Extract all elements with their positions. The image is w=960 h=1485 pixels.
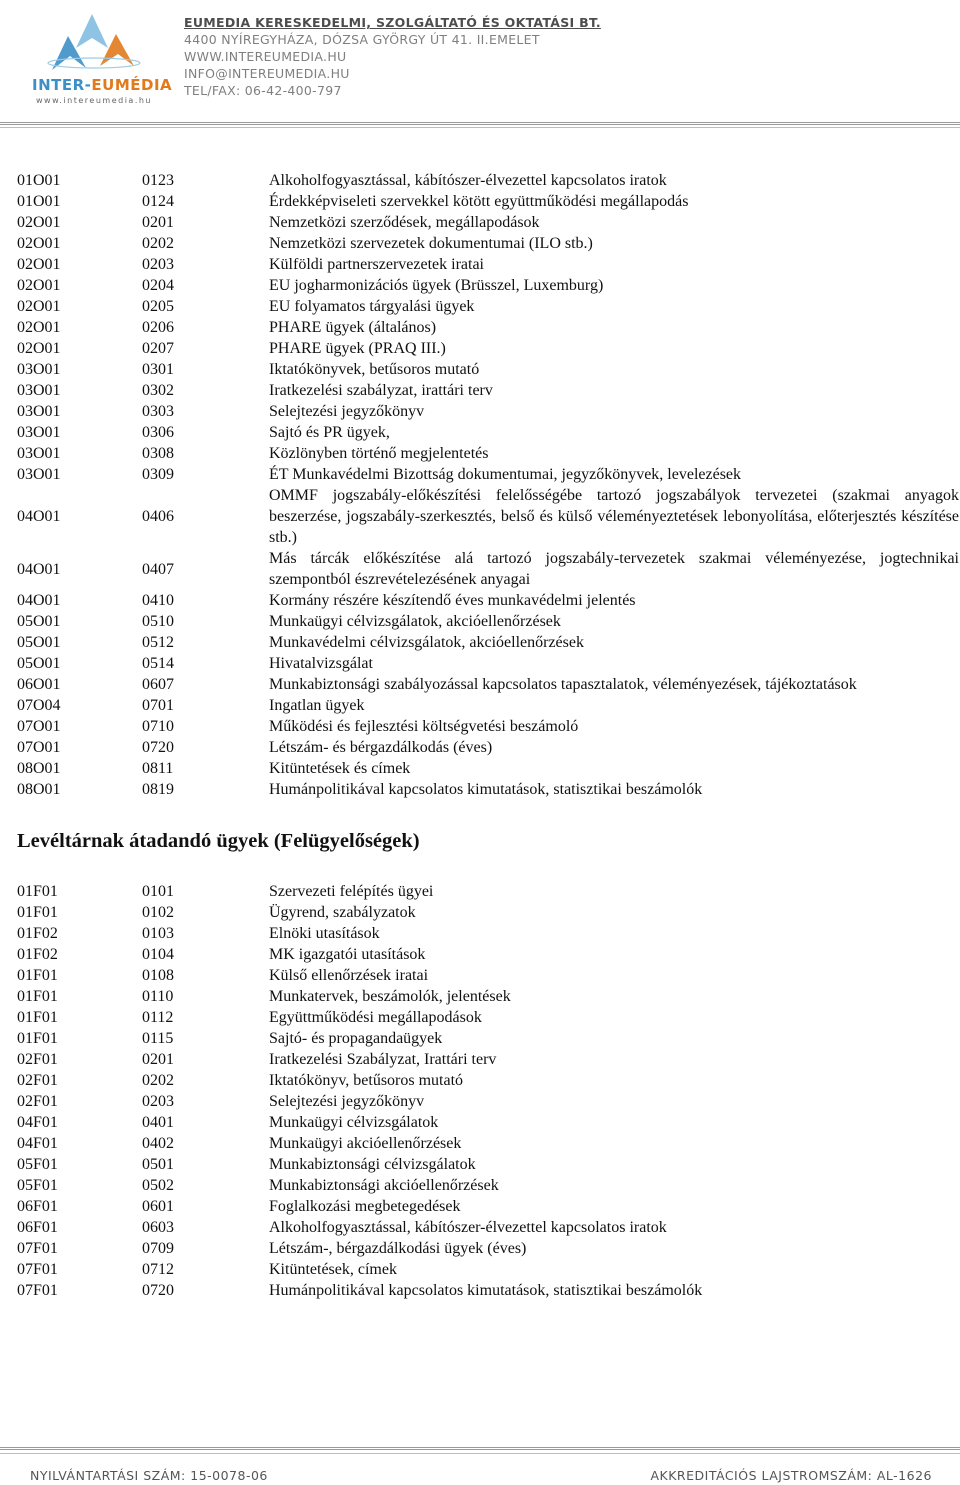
record-group-code: 03O01 [17,424,61,441]
record-description: Iratkezelési szabályzat, irattári terv [269,382,493,399]
header-divider [0,122,960,125]
record-group-code: 04F01 [17,1135,58,1152]
record-description: Hivatalvizsgálat [269,655,373,672]
record-description: ÉT Munkavédelmi Bizottság dokumentumai, jegyzőkönyvek, levelezések [269,466,742,483]
record-group-code: 02O01 [17,319,61,336]
record-item-code: 0308 [142,445,174,462]
record-description: Kitüntetések és címek [269,760,411,777]
table-row [17,233,959,254]
record-item-code: 0811 [142,760,174,777]
table-row [17,1133,959,1154]
record-item-code: 0720 [142,1282,174,1299]
table-row [17,779,959,800]
record-description: Iktatókönyv, betűsoros mutató [269,1072,464,1089]
record-item-code: 0201 [142,1051,174,1068]
record-item-code: 0104 [142,946,174,963]
record-description: Munkatervek, beszámolók, jelentések [269,988,511,1005]
record-group-code: 08O01 [17,781,61,798]
company-info [184,14,601,99]
table-row [17,191,959,212]
record-group-code: 07O04 [17,697,61,714]
table-row [17,254,959,275]
record-item-code: 0204 [142,277,174,294]
table-row [17,758,959,779]
table-row [17,944,959,965]
company-logo [30,8,173,108]
record-description: Munkavédelmi célvizsgálatok, akcióellenőrzések [269,634,584,651]
record-description: PHARE ügyek (általános) [269,319,437,336]
footer-divider-thin [0,1453,960,1454]
record-description: Munkaügyi akcióellenőrzések [269,1135,462,1152]
record-item-code: 0510 [142,613,174,630]
table-row [17,275,959,296]
record-description: Iratkezelési Szabályzat, Irattári terv [269,1051,497,1068]
record-item-code: 0203 [142,256,174,273]
record-item-code: 0410 [142,592,174,609]
record-item-code: 0123 [142,172,174,189]
record-group-code: 07F01 [17,1240,58,1257]
table-row [17,443,959,464]
registration-number: NYILVÁNTARTÁSI SZÁM: 15-0078-06 [30,1468,268,1483]
table-row [17,716,959,737]
table-row [17,338,959,359]
record-item-code: 0302 [142,382,174,399]
logo-graphic-icon [30,8,155,78]
table-row [17,401,959,422]
record-group-code: 05F01 [17,1156,58,1173]
table-row [17,1238,959,1259]
record-item-code: 0301 [142,361,174,378]
record-item-code: 0607 [142,676,174,693]
table-row [17,1028,959,1049]
record-group-code: 07O01 [17,739,61,756]
record-group-code: 02O01 [17,277,61,294]
record-group-code: 07O01 [17,718,61,735]
record-group-code: 03O01 [17,466,61,483]
footer-divider [0,1447,960,1450]
record-item-code: 0303 [142,403,174,420]
record-group-code: 05O01 [17,655,61,672]
company-address: 4400 NYÍREGYHÁZA, DÓZSA GYÖRGY ÚT 41. II.EMELET [184,32,540,47]
table-row [17,359,959,380]
record-group-code: 04F01 [17,1114,58,1131]
company-email: INFO@INTEREUMEDIA.HU [184,66,350,81]
table-row [17,464,959,485]
header-divider-thin [0,127,960,128]
record-group-code: 02F01 [17,1093,58,1110]
record-group-code: 01F01 [17,883,58,900]
table-row [17,902,959,923]
table-row [17,653,959,674]
record-item-code: 0603 [142,1219,174,1236]
record-description: Munkabiztonsági szabályozással kapcsolatos tapasztalatok, véleményezések, tájékoztatások [269,676,857,693]
record-description: Szervezeti felépítés ügyei [269,883,434,900]
table-row [17,1049,959,1070]
record-item-code: 0207 [142,340,174,357]
record-description: PHARE ügyek (PRAQ III.) [269,340,446,357]
record-description: Kormány részére készítendő éves munkavédelmi jelentés [269,592,636,609]
table-row [17,923,959,944]
record-group-code: 01F01 [17,988,58,1005]
record-group-code: 07F01 [17,1261,58,1278]
table-row [17,674,959,695]
record-item-code: 0103 [142,925,174,942]
table-row [17,1154,959,1175]
record-group-code: 02O01 [17,298,61,315]
table-row [17,695,959,716]
table-row [17,881,959,902]
record-group-code: 06F01 [17,1198,58,1215]
record-description: Humánpolitikával kapcsolatos kimutatások, statisztikai beszámolók [269,781,703,798]
record-item-code: 0206 [142,319,174,336]
record-item-code: 0202 [142,1072,174,1089]
record-group-code: 02O01 [17,340,61,357]
record-description: Ingatlan ügyek [269,697,365,714]
record-description: Más tárcák előkészítése alá tartozó jogszabály-tervezetek szakmai véleményezése, jogtechnikai szempontból észrevételezésének anyagai [269,550,959,588]
table-row [17,1070,959,1091]
record-description: OMMF jogszabály-előkészítési felelősségébe tartozó jogszabályok tervezetei (szakmai anyagok beszerzése, jogszabály-szerkesztés, belső és külső véleményeztetések lebonyolítása, előterjesztés készítése stb.) [269,487,959,546]
record-group-code: 01F02 [17,925,58,942]
record-item-code: 0501 [142,1156,174,1173]
table-row [17,317,959,338]
company-website: WWW.INTEREUMEDIA.HU [184,49,347,64]
record-group-code: 04O01 [17,592,61,609]
table-row [17,1112,959,1133]
record-item-code: 0203 [142,1093,174,1110]
record-description: Humánpolitikával kapcsolatos kimutatások, statisztikai beszámolók [269,1282,703,1299]
record-item-code: 0514 [142,655,174,672]
table-row [17,1007,959,1028]
table-row [17,1196,959,1217]
record-group-code: 03O01 [17,403,61,420]
table-row [17,1217,959,1238]
table-row [17,1091,959,1112]
record-description: Selejtezési jegyzőkönyv [269,1093,425,1110]
table-row [17,170,959,191]
record-item-code: 0407 [142,560,174,578]
record-item-code: 0108 [142,967,174,984]
record-item-code: 0110 [142,988,174,1005]
record-item-code: 0701 [142,697,174,714]
table-row [17,632,959,653]
record-group-code: 04O01 [17,560,61,578]
record-group-code: 01F01 [17,967,58,984]
record-item-code: 0401 [142,1114,174,1131]
record-group-code: 02F01 [17,1072,58,1089]
table-row [17,1175,959,1196]
table-row [17,212,959,233]
record-description: Foglalkozási megbetegedések [269,1198,461,1215]
record-group-code: 05O01 [17,634,61,651]
record-item-code: 0102 [142,904,174,921]
record-group-code: 03O01 [17,361,61,378]
record-description: Sajtó és PR ügyek, [269,424,390,441]
record-description: EU folyamatos tárgyalási ügyek [269,298,475,315]
record-group-code: 01F01 [17,1009,58,1026]
record-group-code: 04O01 [17,508,61,525]
record-group-code: 02F01 [17,1051,58,1068]
record-item-code: 0112 [142,1009,174,1026]
record-group-code: 05O01 [17,613,61,630]
table-row [17,422,959,443]
section-heading: Levéltárnak átadandó ügyek (Felügyelőségek) [17,830,420,852]
record-description: Érdekképviseleti szervekkel kötött együttműködési megállapodás [269,193,689,210]
record-item-code: 0502 [142,1177,174,1194]
records-table-central [17,170,959,800]
record-item-code: 0720 [142,739,174,756]
table-row [17,965,959,986]
record-group-code: 06F01 [17,1219,58,1236]
table-row [17,380,959,401]
record-group-code: 02O01 [17,214,61,231]
table-row [17,986,959,1007]
record-description: Közlönyben történő megjelentetés [269,445,489,462]
record-item-code: 0709 [142,1240,174,1257]
table-row [17,611,959,632]
record-item-code: 0202 [142,235,174,252]
record-group-code: 06O01 [17,676,61,693]
record-item-code: 0124 [142,193,174,210]
record-description: Munkabiztonsági célvizsgálatok [269,1156,476,1173]
record-description: Iktatókönyvek, betűsoros mutató [269,361,480,378]
record-description: Külföldi partnerszervezetek iratai [269,256,484,273]
record-description: Együttműködési megállapodások [269,1009,482,1026]
record-description: MK igazgatói utasítások [269,946,426,963]
record-description: Nemzetközi szerződések, megállapodások [269,214,540,231]
record-group-code: 02O01 [17,235,61,252]
record-group-code: 01O01 [17,172,61,189]
table-row [17,1259,959,1280]
logo-text: INTER-EUMÉDIA [32,76,173,94]
record-description: EU jogharmonizációs ügyek (Brüsszel, Luxemburg) [269,277,604,294]
record-item-code: 0306 [142,424,174,441]
record-description: Nemzetközi szervezetek dokumentumai (ILO stb.) [269,235,593,252]
accreditation-number: AKKREDITÁCIÓS LAJSTROMSZÁM: AL-1626 [650,1468,932,1483]
record-group-code: 01O01 [17,193,61,210]
record-item-code: 0712 [142,1261,174,1278]
record-item-code: 0101 [142,883,174,900]
record-item-code: 0819 [142,781,174,798]
record-description: Alkoholfogyasztással, kábítószer-élvezettel kapcsolatos iratok [269,1219,667,1236]
record-item-code: 0512 [142,634,174,651]
record-description: Alkoholfogyasztással, kábítószer-élvezettel kapcsolatos iratok [269,172,667,189]
record-group-code: 08O01 [17,760,61,777]
record-description: Munkaügyi célvizsgálatok, akcióellenőrzések [269,613,561,630]
record-description: Elnöki utasítások [269,925,380,942]
record-description: Külső ellenőrzések iratai [269,967,429,984]
record-item-code: 0309 [142,466,174,483]
record-group-code: 03O01 [17,445,61,462]
table-row [17,548,959,590]
record-description: Működési és fejlesztési költségvetési beszámoló [269,718,579,735]
record-description: Sajtó- és propagandaügyek [269,1030,443,1047]
table-row [17,737,959,758]
table-row [17,485,959,548]
table-row [17,1280,959,1301]
logo-url: www.intereumedia.hu [36,96,152,105]
record-item-code: 0406 [142,508,174,525]
record-description: Selejtezési jegyzőkönyv [269,403,425,420]
record-description: Létszám- és bérgazdálkodás (éves) [269,739,493,756]
record-group-code: 07F01 [17,1282,58,1299]
record-description: Munkabiztonsági akcióellenőrzések [269,1177,499,1194]
company-name: EUMEDIA KERESKEDELMI, SZOLGÁLTATÓ ÉS OKTATÁSI BT. [184,15,601,30]
record-group-code: 01F01 [17,1030,58,1047]
record-group-code: 05F01 [17,1177,58,1194]
record-group-code: 01F02 [17,946,58,963]
record-group-code: 03O01 [17,382,61,399]
record-item-code: 0201 [142,214,174,231]
table-row [17,590,959,611]
record-group-code: 01F01 [17,904,58,921]
record-item-code: 0601 [142,1198,174,1215]
record-description: Kitüntetések, címek [269,1261,397,1278]
record-item-code: 0402 [142,1135,174,1152]
record-description: Ügyrend, szabályzatok [269,904,416,921]
records-table-inspectorates [17,881,959,1301]
record-group-code: 02O01 [17,256,61,273]
record-description: Létszám-, bérgazdálkodási ügyek (éves) [269,1240,527,1257]
table-row [17,296,959,317]
record-item-code: 0205 [142,298,174,315]
record-item-code: 0115 [142,1030,174,1047]
record-description: Munkaügyi célvizsgálatok [269,1114,439,1131]
record-item-code: 0710 [142,718,174,735]
company-phone: TEL/FAX: 06-42-400-797 [184,83,342,98]
